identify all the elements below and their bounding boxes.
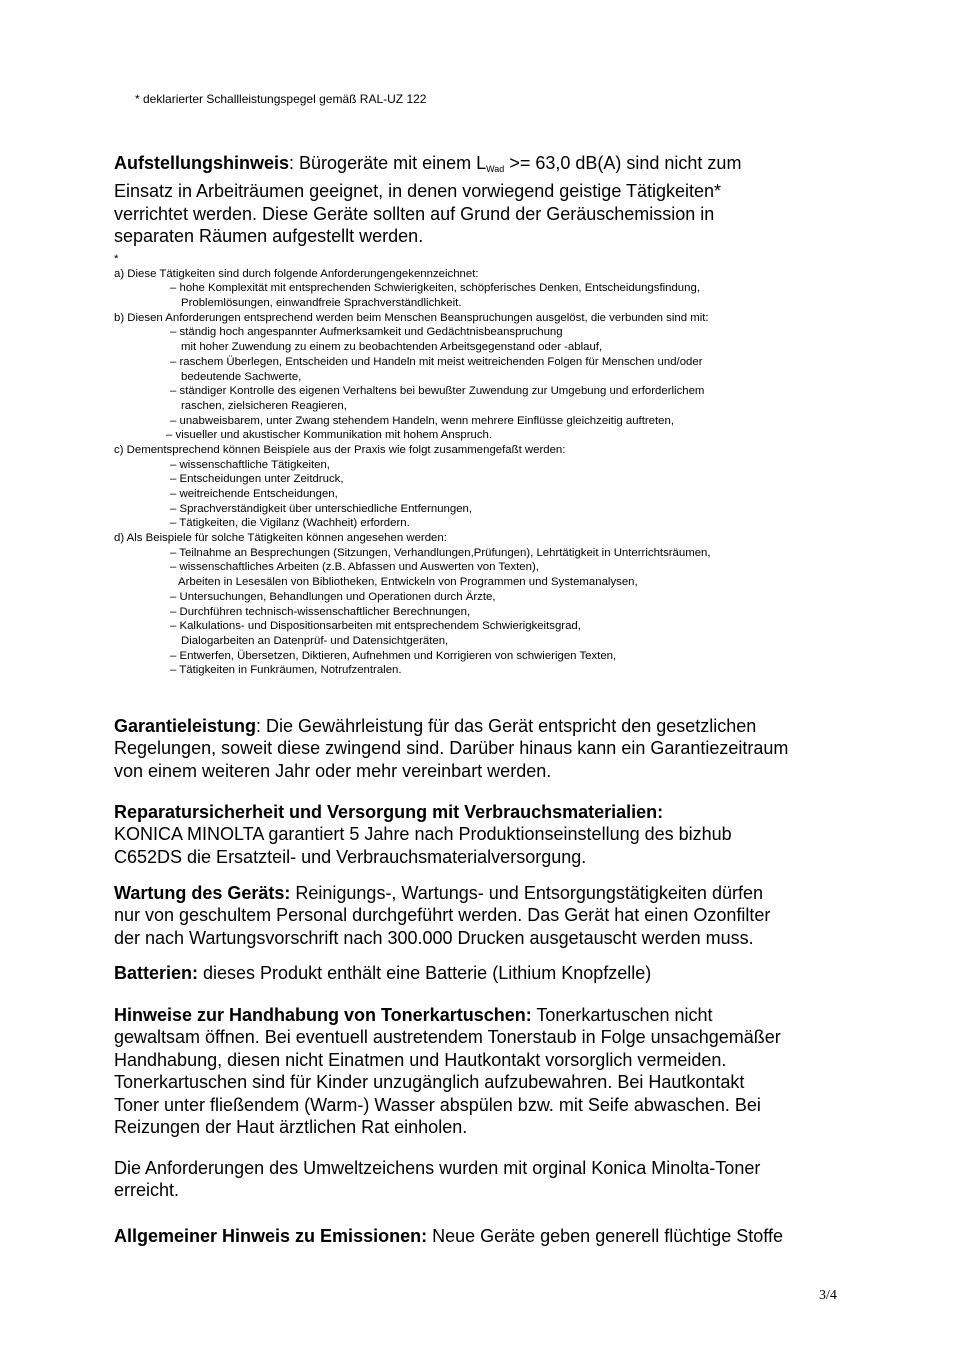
garantie-heading: Garantieleistung: [114, 716, 257, 736]
umwelt-section: Die Anforderungen des Umweltzeichens wurden mit orginal Konica Minolta-Toner erreicht.: [114, 1158, 761, 1201]
footnote-star: *: [114, 253, 119, 265]
toner-heading: Hinweise zur Handhabung von Tonerkartuschen:: [114, 1005, 532, 1025]
emissionen-section: Allgemeiner Hinweis zu Emissionen: Neue Geräte geben generell flüchtige Stoffe: [114, 1226, 783, 1246]
activities-footnote: * a) Diese Tätigkeiten sind durch folgende Anforderungengekennzeichnet: – hohe Komplexität mit entsprechenden Schwierigkeiten, schöpferisches Denken, Entscheidungsfindung, Problemlösungen, einwandfreie Sprachverständlichkeit. b) Diesen Anforderungen entsprechend werden beim Menschen Beanspruchungen ausgelöst, die verbunden sind mit: – ständig hoch angespannter Aufmerksamkeit und Gedächtnisbeanspruchung mit hoher Zuwendung zu einem zu beobachtenden Arbeitsgegenstand oder -ablauf, – raschem Überlegen, Entscheiden und Handeln mit meist weitreichenden Folgen für Menschen und/oder bedeutende Sachwerte, – ständiger Kontrolle des eigenen Verhaltens bei bewußter Zuwendung zur Umgebung und erforderlichem raschen, zielsicheren Reagieren, – unabweisbarem, unter Zwang stehendem Handeln, wenn mehrere Einflüsse gleichzeitig auftreten, – visueller und akustischer Kommunikation mit hohem Anspruch. c) Dementsprechend können Beispiele aus der Praxis wie folgt zusammengefaßt werden: – wissenschaftliche Tätigkeiten, – Entscheidungen unter Zeitdruck, – weitreichende Entscheidungen, – Sprachverständigkeit über unterschiedliche Entfernungen, – Tätigkeiten, die Vigilanz (Wachheit) erfordern. d) Als Beispiele für solche Tätigkeiten können angesehen werden: – Teilnahme an Besprechungen (Sitzungen, Verhandlungen,Prüfungen), Lehrtätigkeit in Unterrichtsräumen, – wissenschaftliches Arbeiten (z.B. Abfassen und Auswerten von Texten), Arbeiten in Lesesälen von Bibliotheken, Entwickeln von Programmen und Systemanalysen, – Untersuchungen, Behandlungen und Operationen durch Ärzte, – Durchführen technisch-wissenschaftlicher Berechnungen, – Kalkulations- und Dispositionsarbeiten mit entsprechendem Schwierigkeitsgrad, Dialogarbeiten an Datenprüf- und Datensichtgeräten, – Entwerfen, Übersetzen, Diktieren, Aufnehmen und Korrigieren von schwierigen Texten, – Tätigkeiten in Funkräumen, Notrufzentralen.: [114, 253, 711, 677]
aufstellung-heading: Aufstellungshinweis: [114, 153, 290, 173]
reparatur-section: Reparatursicherheit und Versorgung mit Verbrauchsmaterialien: KONICA MINOLTA garantiert 5 Jahre nach Produktionseinstellung des bizhub C652DS die Ersatzteil- und Verbrauchsmaterialversorgung.: [114, 802, 732, 867]
garantie-section: Garantieleistung: Die Gewährleistung für das Gerät entspricht den gesetzlichen Regelungen, soweit diese zwingend sind. Darüber hinaus kann ein Garantiezeitraum von einem weiteren Jahr oder mehr vereinbart werden.: [114, 716, 789, 781]
batterien-heading: Batterien:: [114, 963, 199, 983]
reparatur-heading: Reparatursicherheit und Versorgung mit Verbrauchsmaterialien:: [114, 802, 664, 822]
batterien-section: Batterien: dieses Produkt enthält eine Batterie (Lithium Knopfzelle): [114, 963, 652, 983]
toner-section: Hinweise zur Handhabung von Tonerkartuschen: Tonerkartuschen nicht gewaltsam öffnen. Bei eventuell austretendem Tonerstaub in Folge unsachgemäßer Handhabung, diesen nicht Einatmen und Hautkontakt vorsorglich vermeiden. Tonerkartuschen sind für Kinder unzugänglich aufzubewahren. Bei Hautkontakt Toner unter fließendem (Warm-) Wasser abspülen bzw. mit Seife abwaschen. Bei Reizungen der Haut ärztlichen Rat einholen.: [114, 1005, 781, 1138]
page-number: 3/4: [819, 1288, 837, 1303]
sound-power-footnote: * deklarierter Schallleistungspegel gemäß RAL-UZ 122: [135, 92, 427, 106]
wad-subscript: Wad: [486, 164, 505, 174]
emissionen-heading: Allgemeiner Hinweis zu Emissionen:: [114, 1226, 428, 1246]
wartung-heading: Wartung des Geräts:: [114, 883, 291, 903]
wartung-section: Wartung des Geräts: Reinigungs-, Wartungs- und Entsorgungstätigkeiten dürfen nur von geschultem Personal durchgeführt werden. Das Gerät hat einen Ozonfilter der nach Wartungsvorschrift nach 300.000 Drucken ausgetauscht werden muss.: [114, 883, 771, 948]
aufstellung-section: Aufstellungshinweis: Bürogeräte mit einem $L_{Wad} >= 63,0$ dB(A) sind nicht zum Einsatz in Arbeiträumen geeignet, in denen vorwiegend geistige Tätigkeiten* verrichtet werden. Diese Geräte sollten auf Grund der Geräuschemission in separaten Räumen aufgestellt werden.: [114, 153, 742, 247]
